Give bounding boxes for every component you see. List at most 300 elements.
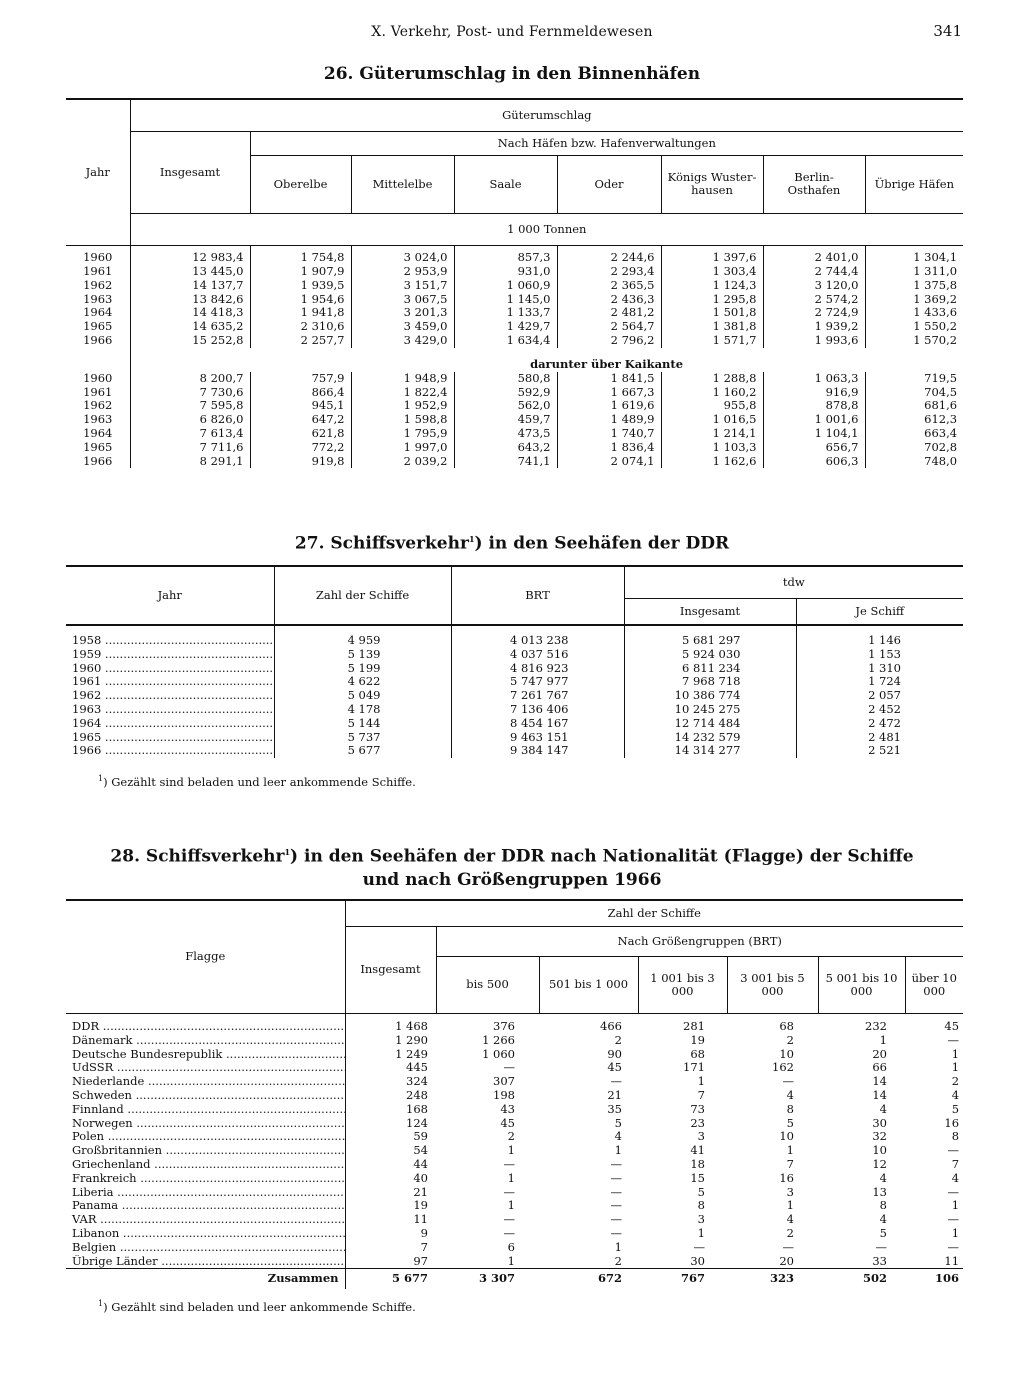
col-tdw-header: tdw bbox=[624, 566, 963, 598]
value-cell: 647,2 bbox=[250, 413, 351, 427]
value-cell: 4 bbox=[879, 1102, 887, 1116]
value-cell: — bbox=[503, 1061, 515, 1075]
flag-cell: Dänemark ..... bbox=[66, 1034, 345, 1048]
col-header: bis 500 bbox=[436, 956, 539, 1013]
value-cell: 1 907,9 bbox=[250, 265, 351, 279]
col-header: 5 001 bis 10 000 bbox=[818, 956, 905, 1013]
value-cell: — bbox=[947, 1144, 960, 1158]
value-cell: 1 939,2 bbox=[763, 320, 865, 334]
flag-cell: Liberia ..... bbox=[66, 1186, 345, 1200]
table-row bbox=[66, 245, 963, 265]
value-cell: 748,0 bbox=[865, 455, 963, 469]
year-cell: 1966 ..... bbox=[66, 744, 274, 758]
flag-cell: UdSSR ..... bbox=[66, 1061, 345, 1075]
col-header: 501 bis 1 000 bbox=[539, 956, 638, 1013]
table-row bbox=[66, 1034, 963, 1048]
table-row bbox=[66, 334, 963, 348]
table-row bbox=[66, 279, 963, 293]
year-cell: 1965 ..... bbox=[66, 731, 274, 745]
value-cell: 2 bbox=[614, 1033, 622, 1047]
value-cell: 9 384 147 bbox=[451, 744, 624, 758]
value-cell: 1 104,1 bbox=[763, 427, 865, 441]
value-cell: — bbox=[503, 1185, 515, 1199]
value-cell: 10 386 774 bbox=[624, 689, 796, 703]
year-cell: 1966 bbox=[83, 454, 113, 468]
flag-cell: Polen ..... bbox=[66, 1130, 345, 1144]
value-cell: 45 bbox=[607, 1061, 622, 1075]
value-cell: 757,9 bbox=[250, 372, 351, 386]
table-row bbox=[66, 717, 963, 731]
value-cell: 1 571,7 bbox=[661, 334, 763, 348]
year-cell: 1959 ..... bbox=[66, 648, 274, 662]
value-cell: — bbox=[947, 1185, 960, 1199]
value-cell: 4 bbox=[786, 1213, 794, 1227]
value-cell: 1 bbox=[951, 1226, 960, 1240]
value-cell: 1 952,9 bbox=[351, 399, 454, 413]
table-row bbox=[66, 1186, 963, 1200]
table-27-footnote: $^1$) Gezählt sind beladen und leer ankommende Schiffe. bbox=[98, 774, 416, 789]
value-cell: 3 151,7 bbox=[351, 279, 454, 293]
value-cell: 4 959 bbox=[274, 634, 451, 648]
flag-cell: Finnland ..... bbox=[66, 1103, 345, 1117]
value-cell: — bbox=[610, 1185, 622, 1199]
value-cell: — bbox=[875, 1240, 887, 1254]
year-cell: 1962 bbox=[83, 399, 113, 413]
value-cell: 54 bbox=[345, 1144, 436, 1158]
value-cell: 8 291,1 bbox=[130, 455, 250, 469]
flag-cell: Deutsche Bundesrepublik ..... bbox=[66, 1048, 345, 1062]
total-row bbox=[66, 1269, 963, 1289]
value-cell: 1 060 bbox=[482, 1047, 515, 1061]
table-28 bbox=[66, 899, 963, 1289]
total-value: 502 bbox=[818, 1269, 905, 1289]
value-cell: 3 bbox=[786, 1185, 794, 1199]
col-brt-header: BRT bbox=[451, 566, 624, 625]
value-cell: 1 162,6 bbox=[661, 455, 763, 469]
value-cell: 14 bbox=[872, 1075, 887, 1089]
total-value: 672 bbox=[539, 1269, 638, 1289]
value-cell: — bbox=[610, 1226, 622, 1240]
value-cell: 376 bbox=[493, 1020, 515, 1033]
year-cell: 1960 ..... bbox=[66, 662, 274, 676]
value-cell: 35 bbox=[607, 1102, 622, 1116]
value-cell: 1 bbox=[786, 1199, 794, 1213]
value-cell: 2 bbox=[786, 1033, 794, 1047]
value-cell: 15 252,8 bbox=[130, 334, 250, 348]
table-row bbox=[66, 372, 963, 386]
value-cell: 3 bbox=[697, 1213, 705, 1227]
value-cell: 719,5 bbox=[865, 372, 963, 386]
col-subgroup-header: Nach Größengruppen (BRT) bbox=[436, 926, 963, 956]
value-cell: 1 993,6 bbox=[763, 334, 865, 348]
value-cell: 68 bbox=[779, 1020, 794, 1033]
table-row bbox=[66, 1144, 963, 1158]
value-cell: 1 bbox=[879, 1033, 887, 1047]
table-row bbox=[66, 1255, 963, 1269]
value-cell: 702,8 bbox=[865, 441, 963, 455]
total-label: Zusammen bbox=[66, 1269, 345, 1289]
value-cell: 19 bbox=[345, 1199, 436, 1213]
value-cell: 10 245 275 bbox=[624, 703, 796, 717]
table-row bbox=[66, 1241, 963, 1255]
flag-cell: Schweden ..... bbox=[66, 1089, 345, 1103]
value-cell: 4 037 516 bbox=[451, 648, 624, 662]
value-cell: 16 bbox=[944, 1116, 960, 1130]
value-cell: 5 bbox=[614, 1116, 622, 1130]
col-header: Übrige Häfen bbox=[865, 155, 963, 213]
value-cell: 5 677 bbox=[274, 744, 451, 758]
value-cell: 4 bbox=[879, 1171, 887, 1185]
value-cell: 2 744,4 bbox=[763, 265, 865, 279]
value-cell: 1 290 bbox=[345, 1034, 436, 1048]
value-cell: 1 103,3 bbox=[661, 441, 763, 455]
value-cell: — bbox=[610, 1075, 622, 1089]
table-row bbox=[66, 634, 963, 648]
table-row bbox=[66, 413, 963, 427]
value-cell: 12 bbox=[872, 1157, 887, 1171]
value-cell: 7 bbox=[345, 1241, 436, 1255]
value-cell: — bbox=[503, 1157, 515, 1171]
table-row bbox=[66, 703, 963, 717]
value-cell: 857,3 bbox=[454, 245, 557, 265]
value-cell: 562,0 bbox=[454, 399, 557, 413]
value-cell: 1 939,5 bbox=[250, 279, 351, 293]
value-cell: 3 024,0 bbox=[351, 245, 454, 265]
value-cell: — bbox=[947, 1213, 960, 1227]
value-cell: 7 968 718 bbox=[624, 675, 796, 689]
table-27-title: 27. Schiffsverkehr$^1$) in den Seehäfen der DDR bbox=[294, 533, 730, 554]
value-cell: 2 724,9 bbox=[763, 306, 865, 320]
table-28-title-line1: 28. Schiffsverkehr$^1$) in den Seehäfen der DDR nach Nationalität (Flagge) der Schiffe bbox=[110, 846, 914, 867]
value-cell: — bbox=[782, 1075, 794, 1089]
value-cell: 2 481,2 bbox=[557, 306, 661, 320]
value-cell: 30 bbox=[690, 1254, 705, 1268]
value-cell: 8 bbox=[786, 1102, 794, 1116]
value-cell: 13 842,6 bbox=[130, 293, 250, 307]
value-cell: 1 bbox=[614, 1240, 622, 1254]
year-cell: 1964 ..... bbox=[66, 717, 274, 731]
year-cell: 1963 ..... bbox=[66, 703, 274, 717]
value-cell: 8 200,7 bbox=[130, 372, 250, 386]
value-cell: 7 595,8 bbox=[130, 399, 250, 413]
value-cell: 43 bbox=[500, 1102, 515, 1116]
table-row bbox=[66, 455, 963, 469]
value-cell: 5 924 030 bbox=[624, 648, 796, 662]
value-cell: 10 bbox=[779, 1130, 794, 1144]
year-cell: 1961 bbox=[83, 265, 113, 278]
col-group-header: Güterumschlag bbox=[130, 99, 963, 131]
value-cell: 1 375,8 bbox=[865, 279, 963, 293]
value-cell: 1 795,9 bbox=[351, 427, 454, 441]
flag-cell: VAR ..... bbox=[66, 1213, 345, 1227]
value-cell: 656,7 bbox=[763, 441, 865, 455]
flag-cell: Griechenland ..... bbox=[66, 1158, 345, 1172]
value-cell: 1 822,4 bbox=[351, 386, 454, 400]
value-cell: 41 bbox=[690, 1144, 705, 1158]
table-26-title: 26. Güterumschlag in den Binnenhäfen bbox=[323, 64, 701, 84]
value-cell: 1 bbox=[697, 1075, 705, 1089]
value-cell: 1 bbox=[507, 1171, 515, 1185]
value-cell: 612,3 bbox=[865, 413, 963, 427]
value-cell: 12 983,4 bbox=[130, 245, 250, 265]
value-cell: 741,1 bbox=[454, 455, 557, 469]
table-row bbox=[66, 1213, 963, 1227]
value-cell: 2 953,9 bbox=[351, 265, 454, 279]
year-cell: 1961 bbox=[83, 385, 113, 399]
value-cell: 1 133,7 bbox=[454, 306, 557, 320]
value-cell: 5 139 bbox=[274, 648, 451, 662]
value-cell: — bbox=[610, 1157, 622, 1171]
value-cell: 324 bbox=[345, 1075, 436, 1089]
value-cell: — bbox=[503, 1213, 515, 1227]
table-row bbox=[66, 1048, 963, 1062]
value-cell: 445 bbox=[345, 1061, 436, 1075]
value-cell: 15 bbox=[690, 1171, 705, 1185]
col-header: über 10 000 bbox=[905, 956, 963, 1013]
value-cell: 2 401,0 bbox=[763, 245, 865, 265]
value-cell: 1 634,4 bbox=[454, 334, 557, 348]
value-cell: 2 057 bbox=[796, 689, 963, 703]
flag-cell: Norwegen ..... bbox=[66, 1117, 345, 1131]
value-cell: 3 bbox=[697, 1130, 705, 1144]
year-cell: 1963 bbox=[83, 292, 113, 306]
value-cell: 1 303,4 bbox=[661, 265, 763, 279]
subsection-label: darunter über Kaikante bbox=[530, 356, 684, 371]
value-cell: 14 bbox=[872, 1088, 887, 1102]
value-cell: 45 bbox=[500, 1116, 515, 1130]
value-cell: 1 740,7 bbox=[557, 427, 661, 441]
col-header: Oberelbe bbox=[250, 155, 351, 213]
value-cell: 2 293,4 bbox=[557, 265, 661, 279]
table-row bbox=[66, 1227, 963, 1241]
table-row bbox=[66, 1199, 963, 1213]
total-value: 106 bbox=[905, 1269, 963, 1289]
value-cell: 1 397,6 bbox=[661, 245, 763, 265]
value-cell: 9 bbox=[345, 1227, 436, 1241]
value-cell: 124 bbox=[345, 1117, 436, 1131]
total-value: 3 307 bbox=[436, 1269, 539, 1289]
value-cell: 9 463 151 bbox=[451, 731, 624, 745]
table-row bbox=[66, 441, 963, 455]
value-cell: 1 bbox=[786, 1144, 794, 1158]
value-cell: 6 811 234 bbox=[624, 662, 796, 676]
col-header: Königs Wuster-hausen bbox=[661, 155, 763, 213]
value-cell: 5 bbox=[697, 1185, 705, 1199]
table-27 bbox=[66, 565, 963, 758]
table-row bbox=[66, 386, 963, 400]
value-cell: 7 bbox=[697, 1088, 705, 1102]
value-cell: 20 bbox=[779, 1254, 794, 1268]
table-row bbox=[66, 1075, 963, 1089]
value-cell: 955,8 bbox=[661, 399, 763, 413]
value-cell: 232 bbox=[865, 1020, 887, 1033]
value-cell: 919,8 bbox=[250, 455, 351, 469]
value-cell: 1 bbox=[951, 1199, 960, 1213]
value-cell: 8 454 167 bbox=[451, 717, 624, 731]
total-value: 5 677 bbox=[345, 1269, 436, 1289]
value-cell: 1 153 bbox=[796, 648, 963, 662]
value-cell: 248 bbox=[345, 1089, 436, 1103]
year-cell: 1965 bbox=[83, 440, 113, 454]
value-cell: 466 bbox=[600, 1020, 622, 1033]
value-cell: 2 472 bbox=[796, 717, 963, 731]
value-cell: 4 bbox=[951, 1171, 960, 1185]
value-cell: 580,8 bbox=[454, 372, 557, 386]
total-value: 323 bbox=[727, 1269, 818, 1289]
value-cell: 2 310,6 bbox=[250, 320, 351, 334]
flag-cell: Übrige Länder ..... bbox=[66, 1255, 345, 1269]
value-cell: 281 bbox=[683, 1020, 705, 1033]
flag-cell: Großbritannien ..... bbox=[66, 1144, 345, 1158]
value-cell: 7 613,4 bbox=[130, 427, 250, 441]
value-cell: 7 bbox=[786, 1157, 794, 1171]
value-cell: 621,8 bbox=[250, 427, 351, 441]
value-cell: 2 bbox=[786, 1226, 794, 1240]
value-cell: 1 310 bbox=[796, 662, 963, 676]
table-row bbox=[66, 1103, 963, 1117]
flag-cell: Frankreich ..... bbox=[66, 1172, 345, 1186]
value-cell: 4 622 bbox=[274, 675, 451, 689]
value-cell: 8 bbox=[951, 1130, 960, 1144]
value-cell: 5 199 bbox=[274, 662, 451, 676]
value-cell: 1 bbox=[951, 1047, 960, 1061]
year-cell: 1960 bbox=[83, 371, 113, 385]
col-header: Berlin-Osthafen bbox=[763, 155, 865, 213]
value-cell: 1 954,6 bbox=[250, 293, 351, 307]
value-cell: 1 429,7 bbox=[454, 320, 557, 334]
table-row bbox=[66, 320, 963, 334]
value-cell: 5 737 bbox=[274, 731, 451, 745]
year-cell: 1961 ..... bbox=[66, 675, 274, 689]
value-cell: 14 635,2 bbox=[130, 320, 250, 334]
value-cell: 2 436,3 bbox=[557, 293, 661, 307]
value-cell: 2 257,7 bbox=[250, 334, 351, 348]
value-cell: 1 433,6 bbox=[865, 306, 963, 320]
value-cell: 30 bbox=[872, 1116, 887, 1130]
value-cell: 1 667,3 bbox=[557, 386, 661, 400]
value-cell: — bbox=[947, 1033, 960, 1047]
table-28-body bbox=[66, 1020, 963, 1289]
value-cell: 1 bbox=[951, 1061, 960, 1075]
year-cell: 1962 ..... bbox=[66, 689, 274, 703]
value-cell: 4 013 238 bbox=[451, 634, 624, 648]
table-row bbox=[66, 1061, 963, 1075]
value-cell: 19 bbox=[690, 1033, 705, 1047]
value-cell: 13 445,0 bbox=[130, 265, 250, 279]
table-row bbox=[66, 1158, 963, 1172]
year-cell: 1963 bbox=[83, 413, 113, 427]
value-cell: 1 124,3 bbox=[661, 279, 763, 293]
year-cell: 1964 bbox=[83, 306, 113, 320]
year-cell: 1960 bbox=[83, 250, 113, 265]
table-row bbox=[66, 265, 963, 279]
value-cell: 1 724 bbox=[796, 675, 963, 689]
value-cell: 1 619,6 bbox=[557, 399, 661, 413]
value-cell: 931,0 bbox=[454, 265, 557, 279]
value-cell: 14 314 277 bbox=[624, 744, 796, 758]
value-cell: 2 521 bbox=[796, 744, 963, 758]
value-cell: 1 369,2 bbox=[865, 293, 963, 307]
value-cell: 3 201,3 bbox=[351, 306, 454, 320]
col-group-header: Zahl der Schiffe bbox=[345, 900, 963, 926]
table-row bbox=[66, 427, 963, 441]
value-cell: 1 501,8 bbox=[661, 306, 763, 320]
value-cell: 1 016,5 bbox=[661, 413, 763, 427]
value-cell: 1 249 bbox=[345, 1048, 436, 1062]
col-per-ship-header: Je Schiff bbox=[796, 598, 963, 625]
col-flag-header: Flagge bbox=[66, 900, 345, 1013]
year-cell: 1964 bbox=[83, 426, 113, 440]
value-cell: 4 bbox=[786, 1088, 794, 1102]
value-cell: 5 bbox=[786, 1116, 794, 1130]
value-cell: 21 bbox=[607, 1088, 622, 1102]
value-cell: 1 214,1 bbox=[661, 427, 763, 441]
col-header: Saale bbox=[454, 155, 557, 213]
running-header-title: X. Verkehr, Post- und Fernmeldewesen bbox=[371, 24, 653, 40]
table-28-footnote: $^1$) Gezählt sind beladen und leer ankommende Schiffe. bbox=[98, 1299, 416, 1314]
value-cell: 1 550,2 bbox=[865, 320, 963, 334]
value-cell: 1 063,3 bbox=[763, 372, 865, 386]
value-cell: 1 bbox=[507, 1199, 515, 1213]
value-cell: 643,2 bbox=[454, 441, 557, 455]
value-cell: 198 bbox=[493, 1088, 515, 1102]
flag-cell: Niederlande ..... bbox=[66, 1075, 345, 1089]
value-cell: 12 714 484 bbox=[624, 717, 796, 731]
value-cell: 1 997,0 bbox=[351, 441, 454, 455]
value-cell: 878,8 bbox=[763, 399, 865, 413]
value-cell: 10 bbox=[779, 1047, 794, 1061]
value-cell: 3 429,0 bbox=[351, 334, 454, 348]
value-cell: 1 570,2 bbox=[865, 334, 963, 348]
flag-cell: Libanon ..... bbox=[66, 1227, 345, 1241]
value-cell: 8 bbox=[697, 1199, 705, 1213]
col-header: 1 001 bis 3 000 bbox=[638, 956, 727, 1013]
value-cell: 6 bbox=[507, 1240, 515, 1254]
value-cell: 2 574,2 bbox=[763, 293, 865, 307]
value-cell: 68 bbox=[690, 1047, 705, 1061]
value-cell: 14 137,7 bbox=[130, 279, 250, 293]
value-cell: 5 bbox=[951, 1102, 960, 1116]
value-cell: 21 bbox=[345, 1186, 436, 1200]
value-cell: 945,1 bbox=[250, 399, 351, 413]
value-cell: 1 146 bbox=[796, 634, 963, 648]
value-cell: 606,3 bbox=[763, 455, 865, 469]
table-row bbox=[66, 648, 963, 662]
table-27-body bbox=[66, 634, 963, 758]
year-cell: 1966 bbox=[83, 333, 113, 347]
value-cell: 1 060,9 bbox=[454, 279, 557, 293]
value-cell: 162 bbox=[772, 1061, 794, 1075]
value-cell: 2 039,2 bbox=[351, 455, 454, 469]
table-row bbox=[66, 306, 963, 320]
value-cell: 1 bbox=[697, 1226, 705, 1240]
value-cell: 59 bbox=[345, 1130, 436, 1144]
value-cell: 1 836,4 bbox=[557, 441, 661, 455]
page-number: 341 bbox=[933, 22, 962, 40]
value-cell: 5 747 977 bbox=[451, 675, 624, 689]
value-cell: 4 bbox=[951, 1088, 960, 1102]
table-row bbox=[66, 731, 963, 745]
value-cell: 7 711,6 bbox=[130, 441, 250, 455]
table-row bbox=[66, 1089, 963, 1103]
value-cell: 2 365,5 bbox=[557, 279, 661, 293]
value-cell: 168 bbox=[345, 1103, 436, 1117]
value-cell: 171 bbox=[683, 1061, 705, 1075]
value-cell: 4 178 bbox=[274, 703, 451, 717]
value-cell: 1 381,8 bbox=[661, 320, 763, 334]
value-cell: 1 145,0 bbox=[454, 293, 557, 307]
value-cell: 4 bbox=[879, 1213, 887, 1227]
